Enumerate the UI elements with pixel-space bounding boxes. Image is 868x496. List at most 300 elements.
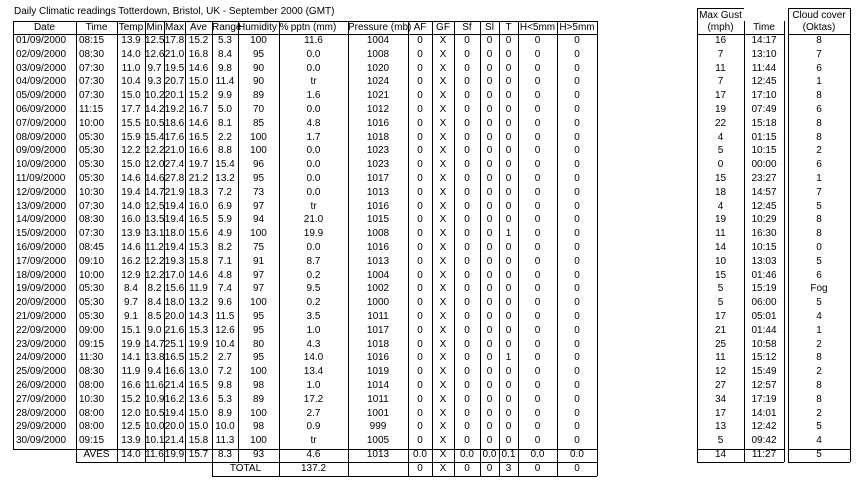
grid-line [480, 449, 481, 462]
table-cell: 0 [486, 62, 493, 74]
cloud-cell: 2 [816, 366, 822, 378]
gust-cell: 17 [714, 311, 727, 322]
grid-line [76, 21, 77, 449]
table-cell: 1014 [366, 380, 390, 391]
table-cell: 8.7 [306, 255, 321, 267]
table-cell: 8.9 [218, 407, 232, 419]
cloud-cell: 8 [816, 131, 822, 143]
table-cell: 14.0 [121, 200, 141, 212]
table-cell: 05:30 [79, 311, 105, 322]
table-cell: 9.0 [147, 324, 162, 336]
table-cell: 12.6 [145, 48, 165, 60]
table-cell: 0 [534, 269, 541, 281]
table-cell: 16.6 [188, 145, 209, 157]
table-cell: 13.9 [121, 228, 141, 240]
gust-time-cell: 01:46 [751, 269, 777, 281]
table-cell: 20.1 [164, 90, 185, 102]
gust-cell: 5 [717, 435, 724, 447]
table-cell: 19/09/2000 [16, 283, 67, 295]
table-cell: 0 [417, 117, 423, 129]
table-cell: 0 [505, 90, 512, 102]
table-cell: 0 [574, 269, 580, 281]
gust-cell: 27 [714, 380, 727, 391]
gust-time-cell: 12:45 [751, 76, 777, 88]
table-cell: 07/09/2000 [16, 117, 67, 129]
gust-time-cell: 16:30 [751, 228, 777, 240]
table-cell: 29/09/2000 [16, 421, 67, 433]
table-cell: 0 [464, 48, 470, 60]
table-cell: 0 [534, 117, 541, 129]
table-cell: 0 [486, 366, 493, 378]
table-cell: 100 [250, 228, 267, 240]
table-cell: 97 [252, 283, 265, 295]
gust-time-cell: 07:49 [751, 104, 777, 115]
table-cell: 08:15 [79, 35, 105, 46]
table-cell: 0 [574, 311, 580, 322]
total-cell: 0 [486, 462, 493, 474]
column-header: T [505, 22, 512, 33]
table-cell: 10.0 [215, 421, 235, 433]
table-cell: 1018 [366, 131, 390, 143]
grid-line [454, 21, 455, 449]
table-cell: X [439, 131, 447, 143]
table-cell: 09:10 [79, 255, 105, 267]
table-cell: 0 [417, 242, 423, 253]
table-cell: 0.2 [306, 297, 321, 309]
table-cell: 15.8 [188, 255, 209, 267]
gust-time-cell: 15:49 [751, 366, 777, 378]
grid-line [480, 462, 481, 476]
column-header: AF [413, 22, 427, 33]
table-cell: 05:30 [79, 145, 105, 157]
gust-cell: 16 [714, 35, 727, 46]
table-cell: 1015 [366, 214, 390, 226]
grid-line [212, 449, 213, 462]
table-cell: 12.2 [121, 145, 141, 157]
grid-line [597, 21, 598, 449]
table-cell: X [439, 407, 447, 419]
table-cell: 10.1 [145, 435, 165, 447]
table-cell: 0 [534, 200, 541, 212]
gust-time-cell: 11:44 [751, 62, 777, 74]
grid-line [238, 449, 239, 462]
table-cell: 05:30 [79, 173, 105, 184]
grid-line [145, 449, 146, 462]
grid-line [212, 462, 213, 476]
average-cell: 11.6 [145, 449, 164, 460]
gust-cell: 21 [714, 324, 727, 336]
grid-line [697, 34, 784, 35]
column-header: GF [436, 22, 450, 33]
cloud-cell: 5 [816, 200, 822, 212]
table-cell: 16.6 [121, 380, 141, 391]
table-cell: 10.5 [145, 407, 165, 419]
table-cell: 09/09/2000 [16, 145, 67, 157]
cloud-cell: 8 [816, 35, 822, 46]
table-cell: X [439, 311, 447, 322]
grid-line [117, 21, 118, 449]
table-cell: 0 [574, 117, 580, 129]
table-cell: 08:00 [79, 421, 105, 433]
averages-label: AVES [83, 449, 110, 460]
gust-cell: 7 [717, 76, 724, 88]
table-cell: X [439, 76, 447, 88]
table-cell: 0 [486, 186, 493, 198]
grid-line [597, 462, 598, 476]
table-cell: 0 [486, 297, 493, 309]
table-cell: 0 [505, 283, 512, 295]
grid-line [432, 21, 433, 449]
cloud-cell: 7 [816, 48, 822, 60]
table-cell: 21.4 [164, 435, 185, 447]
table-cell: 14.7 [145, 186, 165, 198]
gust-cell: 12 [714, 366, 727, 378]
table-cell: 10:30 [79, 393, 105, 405]
table-cell: 0 [534, 421, 541, 433]
table-cell: X [439, 173, 447, 184]
gust-time-cell: 01:44 [751, 324, 777, 336]
gust-time-cell: 10:15 [751, 145, 777, 157]
table-cell: 0 [534, 255, 541, 267]
grid-line [744, 21, 745, 462]
table-cell: 19.9 [121, 338, 141, 350]
totals-label: TOTAL [229, 462, 262, 474]
table-cell: 0 [505, 242, 512, 253]
grid-line [697, 8, 698, 462]
gust-time-cell: 06:00 [751, 297, 777, 309]
table-cell: X [439, 269, 447, 281]
table-cell: 0 [574, 35, 580, 46]
grid-line [480, 21, 481, 449]
table-cell: 0 [505, 297, 512, 309]
table-cell: 21.9 [164, 186, 185, 198]
table-cell: 0 [417, 435, 423, 447]
table-cell: 100 [250, 35, 267, 46]
table-cell: 07:30 [79, 62, 105, 74]
table-cell: 0 [464, 173, 470, 184]
table-cell: 1012 [366, 104, 390, 115]
grid-line [13, 21, 14, 449]
table-cell: 0 [574, 338, 580, 350]
table-cell: 0 [486, 104, 493, 115]
table-cell: 0 [464, 117, 470, 129]
total-cell: X [439, 462, 447, 474]
table-cell: 08:30 [79, 48, 105, 60]
gust-cell: 19 [714, 214, 727, 226]
table-cell: 0 [417, 393, 423, 405]
cloud-cell: 1 [816, 324, 822, 336]
table-cell: 0 [574, 255, 580, 267]
table-cell: 0.0 [306, 186, 321, 198]
table-cell: 15.0 [121, 90, 141, 102]
table-cell: 0 [464, 131, 470, 143]
table-cell: 15.4 [215, 159, 235, 171]
table-cell: 25.1 [164, 338, 185, 350]
table-cell: 19.4 [164, 214, 185, 226]
table-cell: 17.7 [121, 104, 141, 115]
table-cell: 0 [486, 380, 493, 391]
table-cell: 0 [505, 186, 512, 198]
table-cell: 0 [534, 380, 541, 391]
table-cell: 13.6 [188, 393, 209, 405]
cloud-cell: 5 [816, 421, 822, 433]
gust-time-cell: 15:12 [751, 352, 777, 364]
table-cell: 16.7 [188, 104, 209, 115]
cloud-cell: 2 [816, 407, 822, 419]
table-cell: 10.9 [145, 393, 165, 405]
grid-line [164, 21, 165, 449]
table-cell: 14.0 [121, 48, 141, 60]
table-cell: 14.3 [188, 311, 209, 322]
table-cell: 20.7 [164, 76, 185, 88]
gust-time-cell: 15:18 [751, 117, 777, 129]
table-cell: 0 [417, 76, 423, 88]
grid-line [788, 8, 850, 9]
grid-line [13, 21, 597, 22]
table-cell: 73 [252, 186, 265, 198]
table-cell: 9.1 [124, 311, 138, 322]
table-cell: 0 [574, 173, 580, 184]
table-cell: 16.0 [121, 214, 141, 226]
gust-time-cell: 15:19 [751, 283, 777, 295]
grid-line [518, 21, 519, 449]
table-cell: 19.5 [164, 62, 185, 74]
table-cell: 13.9 [121, 35, 141, 46]
table-cell: 20/09/2000 [16, 297, 67, 309]
grid-line [212, 21, 213, 449]
table-cell: 08:00 [79, 380, 105, 391]
table-cell: 0 [486, 145, 493, 157]
cloud-cell: Fog [810, 283, 828, 295]
table-cell: 14.6 [121, 173, 141, 184]
table-cell: 0 [505, 311, 512, 322]
table-cell: 0 [534, 366, 541, 378]
table-cell: X [439, 159, 447, 171]
table-cell: 0 [534, 297, 541, 309]
table-cell: 96 [252, 159, 265, 171]
table-cell: 1004 [366, 35, 390, 46]
table-cell: 19.7 [188, 159, 209, 171]
grid-line [408, 462, 409, 476]
column-header: Ave [189, 22, 208, 33]
table-cell: 0 [534, 242, 541, 253]
gust-time-cell: 05:01 [751, 311, 777, 322]
table-cell: 19.9 [303, 228, 324, 240]
table-cell: 10:30 [79, 186, 105, 198]
table-cell: 21/09/2000 [16, 311, 67, 322]
table-cell: 0 [505, 435, 512, 447]
table-cell: 15.1 [121, 324, 141, 336]
table-cell: 20.0 [164, 311, 185, 322]
table-cell: 9.7 [147, 62, 162, 74]
average-gust-time: 11:27 [751, 449, 777, 460]
table-cell: 04/09/2000 [16, 76, 67, 88]
table-cell: 10.0 [145, 421, 165, 433]
table-cell: 0 [464, 269, 470, 281]
table-cell: 08:30 [79, 366, 105, 378]
table-cell: 09:15 [79, 338, 105, 350]
table-cell: 7.1 [218, 255, 232, 267]
table-cell: 09:00 [79, 324, 105, 336]
table-cell: 8.8 [218, 145, 232, 157]
gust-cell: 5 [717, 145, 724, 157]
gust-cell: 18 [714, 186, 727, 198]
table-cell: 0 [534, 214, 541, 226]
table-cell: 26/09/2000 [16, 380, 67, 391]
column-header: pptn (mm) [290, 22, 337, 33]
table-cell: 1020 [366, 62, 390, 74]
table-cell: X [439, 214, 447, 226]
table-cell: X [439, 90, 447, 102]
table-cell: 0 [486, 48, 493, 60]
table-cell: 1023 [366, 145, 390, 157]
table-cell: X [439, 186, 447, 198]
gust-time-cell: 00:00 [751, 159, 777, 171]
column-header: H>5mm [559, 22, 595, 33]
table-cell: 13/09/2000 [16, 200, 67, 212]
table-cell: 1.6 [306, 90, 321, 102]
table-cell: 8.4 [147, 297, 162, 309]
table-cell: 100 [250, 297, 267, 309]
table-cell: 0 [574, 76, 580, 88]
table-cell: 0 [417, 255, 423, 267]
table-cell: 12.5 [121, 421, 141, 433]
table-cell: 0 [534, 35, 541, 46]
table-cell: 0 [534, 131, 541, 143]
table-cell: 0 [505, 35, 512, 46]
table-cell: 0 [486, 311, 493, 322]
table-cell: 0 [574, 421, 580, 433]
table-cell: 11.2 [145, 242, 164, 253]
table-cell: 0 [417, 173, 423, 184]
table-cell: 1023 [366, 159, 390, 171]
grid-line [788, 34, 850, 35]
table-cell: 0 [505, 62, 512, 74]
table-cell: 0 [464, 311, 470, 322]
table-cell: 0 [534, 393, 541, 405]
table-cell: 80 [252, 338, 265, 350]
table-cell: 07:30 [79, 76, 105, 88]
table-cell: 10:00 [79, 117, 105, 129]
table-cell: 1016 [366, 242, 390, 253]
gust-unit-header: (mph) [707, 22, 734, 33]
table-cell: 19.2 [164, 104, 185, 115]
table-cell: 15.3 [188, 324, 209, 336]
table-cell: 0 [486, 324, 493, 336]
gust-cell: 15 [714, 173, 727, 184]
cloud-cell: 5 [816, 255, 822, 267]
grid-line [788, 462, 850, 463]
table-cell: X [439, 200, 447, 212]
table-cell: 1019 [366, 366, 390, 378]
table-cell: 95 [252, 48, 265, 60]
cloud-cell: 7 [816, 186, 822, 198]
table-cell: 15/09/2000 [16, 228, 67, 240]
table-cell: 0 [574, 104, 580, 115]
table-cell: 0 [464, 200, 470, 212]
table-cell: 1008 [366, 48, 390, 60]
table-cell: 15.2 [121, 393, 141, 405]
gust-cell: 11 [715, 352, 726, 364]
average-cell: 14.0 [121, 449, 141, 460]
table-cell: 0 [574, 62, 580, 74]
total-pptn: 137.2 [300, 462, 327, 474]
table-cell: 0 [417, 186, 423, 198]
table-cell: 15.2 [188, 35, 209, 46]
table-cell: 0 [486, 214, 493, 226]
table-cell: X [439, 352, 447, 364]
grid-line [76, 449, 77, 462]
table-cell: 0 [505, 255, 512, 267]
table-cell: 0 [534, 104, 541, 115]
table-cell: 05/09/2000 [16, 90, 67, 102]
table-cell: 0 [534, 90, 541, 102]
table-cell: 15.8 [188, 435, 209, 447]
table-cell: 17.2 [303, 393, 324, 405]
gust-cell: 5 [717, 283, 724, 295]
table-cell: 0 [464, 242, 470, 253]
table-cell: 0 [464, 214, 470, 226]
table-cell: 16.5 [188, 214, 209, 226]
table-cell: 0 [417, 214, 423, 226]
table-cell: 11:30 [79, 352, 104, 364]
gust-time-cell: 12:57 [751, 380, 777, 391]
table-cell: 0 [505, 48, 512, 60]
table-cell: 12.9 [121, 269, 141, 281]
grid-line [279, 462, 280, 476]
grid-line [348, 449, 349, 462]
cloud-cell: 8 [816, 214, 822, 226]
gust-time-cell: 09:42 [751, 435, 777, 447]
table-cell: 15.2 [188, 352, 209, 364]
table-cell: 11.9 [121, 366, 141, 378]
column-header: H<5mm [519, 22, 556, 33]
grid-line [348, 21, 349, 449]
table-cell: 0 [417, 90, 423, 102]
table-cell: 15.0 [188, 421, 209, 433]
table-cell: tr [310, 200, 317, 212]
grid-line [348, 462, 349, 476]
table-cell: 06/09/2000 [16, 104, 67, 115]
grid-line [499, 462, 500, 476]
table-cell: 0 [417, 269, 423, 281]
table-cell: 22/09/2000 [16, 324, 67, 336]
table-cell: 0 [417, 131, 423, 143]
table-cell: 0 [464, 104, 470, 115]
table-cell: 0 [464, 159, 470, 171]
gust-time-cell: 12:45 [751, 200, 777, 212]
table-cell: 0 [534, 145, 541, 157]
table-cell: 13.1 [145, 228, 165, 240]
table-cell: 14.2 [145, 104, 165, 115]
table-cell: 7.4 [218, 283, 232, 295]
average-cell: 0.0 [460, 449, 474, 460]
table-cell: 28/09/2000 [16, 407, 67, 419]
table-cell: 4.9 [218, 228, 232, 240]
table-cell: 0 [505, 76, 512, 88]
average-cell: 0.0 [482, 449, 497, 460]
table-cell: 0 [534, 76, 541, 88]
gust-time-cell: 13:03 [751, 255, 777, 267]
table-cell: 15.4 [145, 131, 165, 143]
table-cell: 0 [534, 186, 541, 198]
table-cell: 10.2 [145, 90, 165, 102]
table-cell: 08/09/2000 [16, 131, 67, 143]
table-cell: 0 [574, 380, 580, 391]
grid-line [499, 21, 500, 449]
gust-time-cell: 12:42 [751, 421, 777, 433]
table-cell: 0 [417, 352, 423, 364]
